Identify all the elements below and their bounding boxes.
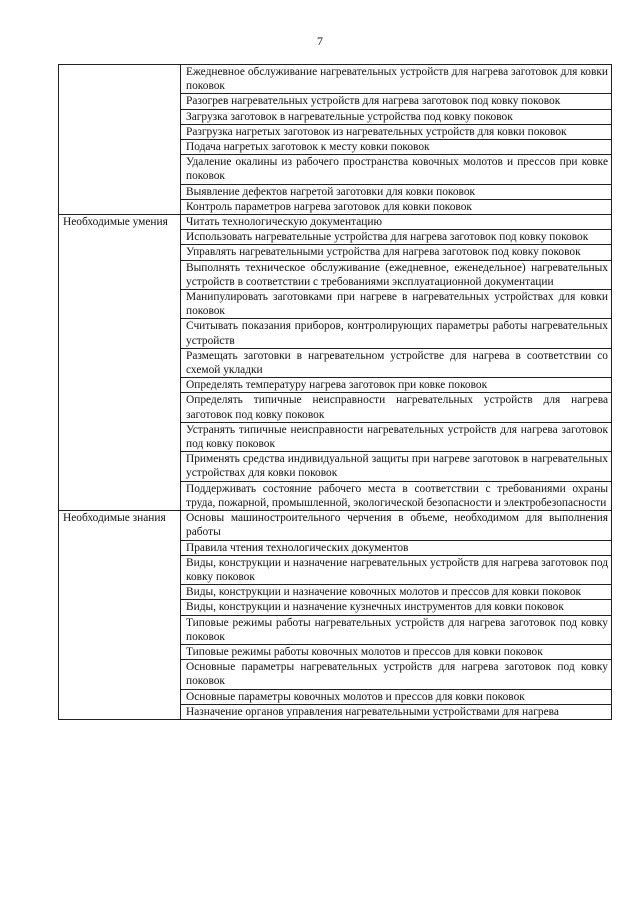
section-item: Считывать показания приборов, контролирующих параметры работы нагревательных устройств	[181, 319, 612, 348]
section-item: Контроль параметров нагрева заготовок для ковки поковок	[181, 199, 612, 214]
table-row	[59, 511, 612, 540]
section-item: Типовые режимы работы нагревательных устройств для нагрева заготовок под ковку поковок	[181, 615, 612, 644]
section-item: Виды, конструкции и назначение нагревательных устройств для нагрева заготовок под ковку поковок	[181, 555, 612, 584]
section-item: Загрузка заготовок в нагревательные устройства под ковку поковок	[181, 109, 612, 124]
section-item: Размещать заготовки в нагревательном устройстве для нагрева в соответствии со схемой укладки	[181, 348, 612, 377]
section-item: Разгрузка нагретых заготовок из нагревательных устройств для ковки поковок	[181, 124, 612, 139]
section-item: Правила чтения технологических документов	[181, 540, 612, 555]
section-item: Выполнять техническое обслуживание (ежедневное, еженедельное) нагревательных устройств в соответствии с требованиями эксплуатационной документации	[181, 260, 612, 289]
section-label: Необходимые знания	[59, 511, 181, 720]
section-item: Устранять типичные неисправности нагревательных устройств для нагрева заготовок под ковку поковок	[181, 422, 612, 451]
section-item: Удаление окалины из рабочего пространства ковочных молотов и прессов при ковке поковок	[181, 155, 612, 184]
section-item: Основные параметры ковочных молотов и прессов для ковки поковок	[181, 689, 612, 704]
requirements-table-body	[59, 65, 612, 720]
section-item: Выявление дефектов нагретой заготовки для ковки поковок	[181, 184, 612, 199]
section-item: Назначение органов управления нагревательными устройствами для нагрева	[181, 704, 612, 719]
requirements-table-wrap	[58, 64, 612, 720]
section-item: Основы машиностроительного черчения в объеме, необходимом для выполнения работы	[181, 511, 612, 540]
section-label: Необходимые умения	[59, 215, 181, 511]
section-item: Ежедневное обслуживание нагревательных устройств для нагрева заготовок для ковки поковок	[181, 65, 612, 94]
section-item: Читать технологическую документацию	[181, 215, 612, 230]
page-number: 7	[317, 34, 323, 48]
section-item: Типовые режимы работы ковочных молотов и прессов для ковки поковок	[181, 644, 612, 659]
section-item: Виды, конструкции и назначение ковочных молотов и прессов для ковки поковок	[181, 585, 612, 600]
section-item: Определять типичные неисправности нагревательных устройств для нагрева заготовок под ковку поковок	[181, 393, 612, 422]
section-item: Подача нагретых заготовок к месту ковки поковок	[181, 140, 612, 155]
section-item: Манипулировать заготовками при нагреве в нагревательных устройствах для ковки поковок	[181, 290, 612, 319]
section-item: Применять средства индивидуальной защиты при нагреве заготовок в нагревательных устройствах для ковки поковок	[181, 452, 612, 481]
requirements-table	[58, 64, 612, 720]
section-item: Использовать нагревательные устройства для нагрева заготовок под ковку поковок	[181, 230, 612, 245]
table-row	[59, 65, 612, 94]
section-item: Управлять нагревательными устройства для нагрева заготовок под ковку поковок	[181, 245, 612, 260]
section-item: Основные параметры нагревательных устройств для нагрева заготовок под ковку поковок	[181, 660, 612, 689]
table-row	[59, 215, 612, 230]
section-item: Виды, конструкции и назначение кузнечных инструментов для ковки поковок	[181, 600, 612, 615]
section-item: Определять температуру нагрева заготовок при ковке поковок	[181, 378, 612, 393]
section-item: Поддерживать состояние рабочего места в соответствии с требованиями охраны труда, пожарной, промышленной, экологической безопасности и электробезопасности	[181, 481, 612, 510]
section-label	[59, 65, 181, 215]
section-item: Разогрев нагревательных устройств для нагрева заготовок под ковку поковок	[181, 94, 612, 109]
